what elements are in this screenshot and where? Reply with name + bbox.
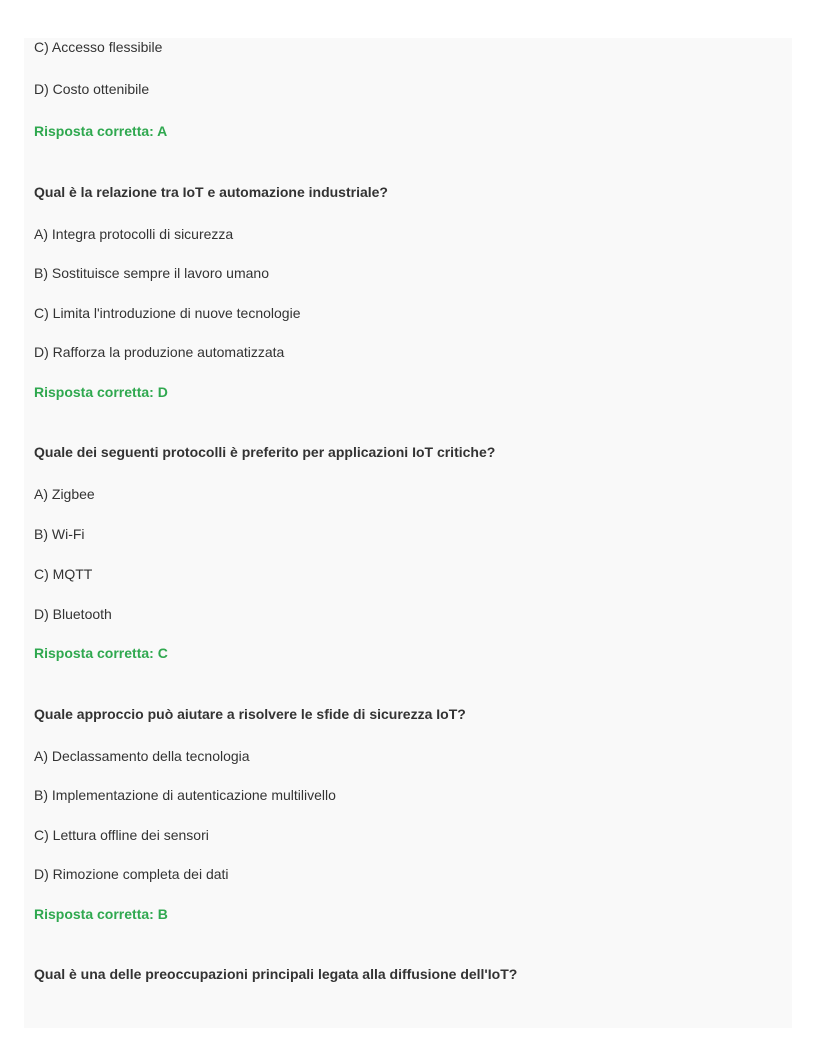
question-title: Qual è la relazione tra IoT e automazione industriale? xyxy=(34,184,388,200)
option-c: C) Accesso flessibile xyxy=(34,39,163,55)
option-d: D) Bluetooth xyxy=(34,606,112,622)
correct-answer: Risposta corretta: B xyxy=(34,906,168,922)
option-a: A) Integra protocolli di sicurezza xyxy=(34,226,234,242)
question-title: Quale dei seguenti protocolli è preferito per applicazioni IoT critiche? xyxy=(34,444,496,460)
option-b: B) Sostituisce sempre il lavoro umano xyxy=(34,265,269,281)
option-c: C) MQTT xyxy=(34,566,93,582)
question-title: Qual è una delle preoccupazioni principali legata alla diffusione dell'IoT? xyxy=(34,966,518,982)
option-c: C) Lettura offline dei sensori xyxy=(34,827,209,843)
option-b: B) Wi-Fi xyxy=(34,526,85,542)
option-a: A) Zigbee xyxy=(34,486,95,502)
option-c: C) Limita l'introduzione di nuove tecnologie xyxy=(34,305,301,321)
question-title: Quale approccio può aiutare a risolvere le sfide di sicurezza IoT? xyxy=(34,706,466,722)
option-d: D) Costo ottenibile xyxy=(34,81,150,97)
correct-answer: Risposta corretta: D xyxy=(34,384,168,400)
correct-answer: Risposta corretta: C xyxy=(34,645,168,661)
option-b: B) Implementazione di autenticazione multilivello xyxy=(34,787,336,803)
correct-answer: Risposta corretta: A xyxy=(34,123,168,139)
option-a: A) Declassamento della tecnologia xyxy=(34,748,250,764)
option-d: D) Rimozione completa dei dati xyxy=(34,866,229,882)
option-d: D) Rafforza la produzione automatizzata xyxy=(34,344,285,360)
